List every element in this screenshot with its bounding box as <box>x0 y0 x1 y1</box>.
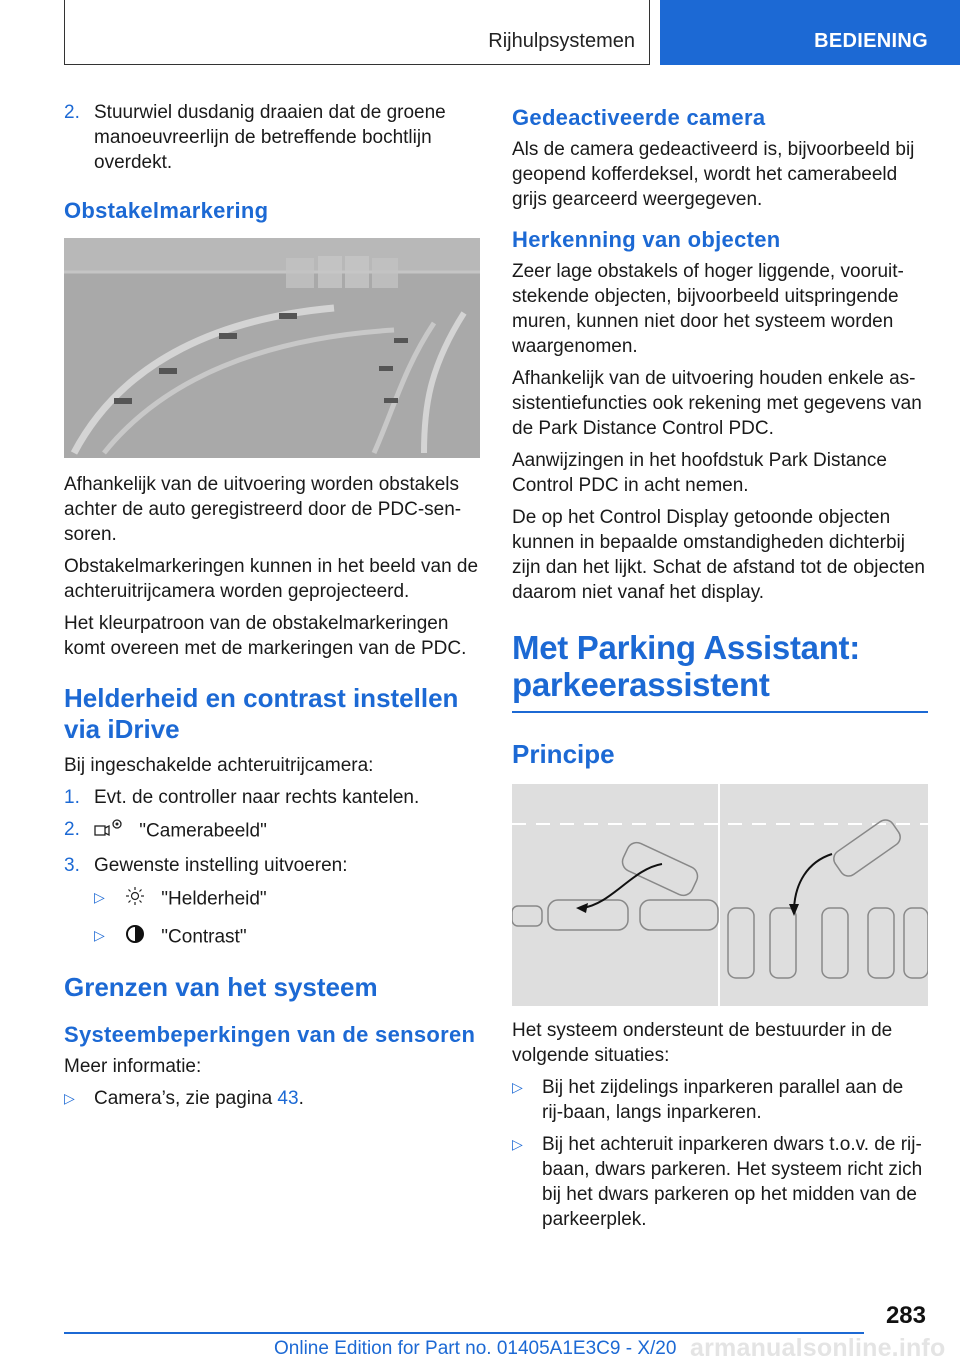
option-brightness: ▷ "Helderheid" <box>64 885 482 914</box>
left-column <box>64 100 482 1118</box>
heading-object-detection: Herkenning van objecten <box>512 227 781 252</box>
bullet-triangle-icon: ▷ <box>512 1078 523 1095</box>
heading-obstacle-marking: Obstakelmarkering <box>64 198 269 223</box>
obstacle-marking-image <box>64 238 480 458</box>
heading-rule <box>512 711 928 713</box>
bullet-triangle-icon: ▷ <box>64 1090 75 1106</box>
brightness-icon <box>124 885 146 914</box>
step-1: 1. Evt. de controller naar rechts kantelen. <box>64 787 420 808</box>
footer-edition: Online Edition for Part no. 01405A1E3C9 - X/20 <box>274 1338 677 1359</box>
contrast-icon <box>124 923 146 952</box>
paragraph-pdc-data: Afhankelijk van de uitvoering houden enkele as-sistentiefuncties ook rekening met gegevens van de Park Distance Control PDC. <box>512 368 922 439</box>
heading-sensor-limits: Systeembeperkingen van de sensoren <box>64 1022 476 1047</box>
bullet-parallel-parking: ▷ Bij het zijdelings inparkeren parallel aan de rij-baan, langs inparkeren. <box>512 1076 904 1123</box>
paragraph-supports-driver: Het systeem ondersteunt de bestuurder in de volgende situaties: <box>512 1019 893 1066</box>
page-link-43[interactable]: 43 <box>277 1088 299 1109</box>
section-title: BEDIENING <box>814 30 928 52</box>
bullet-triangle-icon: ▷ <box>512 1135 523 1152</box>
watermark: armanualsonline.info <box>690 1334 946 1362</box>
paragraph-color-pattern: Het kleurpatroon van de obstakelmarkeringen komt overeen met de markeringen van de PDC. <box>64 613 467 659</box>
page-number: 283 <box>885 1302 926 1329</box>
step-2-steering: 2. Stuurwiel dusdanig draaien dat de groene manoeuvreerlijn de betreffende bochtlijn overdekt. <box>64 102 446 173</box>
step-3: 3. Gewenste instelling uitvoeren: <box>64 855 348 876</box>
camera-settings-icon <box>94 817 124 846</box>
header-title-box <box>64 0 650 65</box>
paragraph-rear-camera-on: Bij ingeschakelde achteruitrijcamera: <box>64 755 374 776</box>
parking-illustration <box>512 784 928 1006</box>
heading-deactivated-camera: Gedeactiveerde camera <box>512 105 766 130</box>
heading-principle: Principe <box>512 738 615 769</box>
bullet-cameras: ▷ Camera’s, zie pagina 43. <box>64 1088 304 1109</box>
heading-parking-assistant: Met Parking Assistant: parkeerassistent <box>512 629 860 703</box>
paragraph-projection: Obstakelmarkeringen kunnen in het beeld van de achteruitrijcamera worden geprojecteerd. <box>64 556 479 602</box>
bullet-perpendicular-parking: ▷ Bij het achteruit inparkeren dwars t.o.v. de rij-baan, dwars parkeren. Het systeem richt zich bij het dwars parkeren op het midden van de parkeerplek. <box>512 1133 923 1230</box>
bullet-triangle-icon: ▷ <box>94 927 105 943</box>
chapter-title: Rijhulpsystemen <box>488 30 635 52</box>
header-section-box <box>660 0 960 65</box>
paragraph-low-obstacles: Zeer lage obstakels of hoger liggende, vooruit-stekende objecten, bijvoorbeeld uitspringende muren, kunnen niet door het systeem worden waargenomen. <box>512 261 904 357</box>
paragraph-deactivated: Als de camera gedeactiveerd is, bijvoorbeeld bij geopend kofferdeksel, wordt het camerabeeld grijs gearceerd weergegeven. <box>512 139 915 210</box>
camera-view-illustration <box>64 238 480 458</box>
option-contrast: ▷ "Contrast" <box>64 923 482 952</box>
paragraph-pdc-chapter: Aanwijzingen in het hoofdstuk Park Distance Control PDC in acht nemen. <box>512 450 887 496</box>
paragraph-pdc-sensors: Afhankelijk van de uitvoering worden obstakels achter de auto geregistreerd door de PDC-sen-soren. <box>64 474 462 545</box>
bullet-triangle-icon: ▷ <box>94 889 105 905</box>
paragraph-distance-warning: De op het Control Display getoonde objecten kunnen in bepaalde omstandigheden dichterbij zijn dan het lijkt. Schat de afstand tot de objecten daarom niet vanaf het display. <box>512 507 925 603</box>
right-column <box>512 100 928 1239</box>
step-2: 2. "Camerabeeld" <box>64 817 482 846</box>
heading-system-limits: Grenzen van het systeem <box>64 972 378 1002</box>
paragraph-more-info: Meer informatie: <box>64 1056 202 1077</box>
heading-brightness-contrast: Helderheid en contrast instellen via iDrive <box>64 683 459 744</box>
parking-principle-image <box>512 784 928 1006</box>
